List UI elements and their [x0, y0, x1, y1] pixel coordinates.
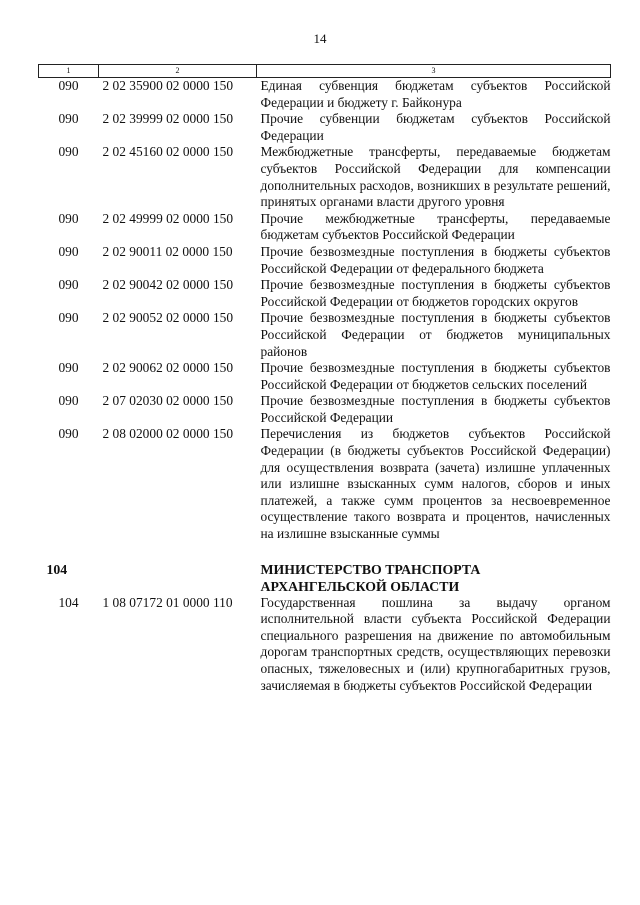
code-description: Прочие субвенции бюджетам субъектов Российской Федерации — [260, 111, 611, 143]
table-row — [39, 393, 611, 426]
admin-code: 090 — [58, 144, 79, 160]
code-description: Прочие безвозмездные поступления в бюджеты субъектов Российской Федерации от федерального бюджета — [260, 243, 611, 276]
table-row — [39, 244, 611, 277]
code-description: Прочие межбюджетные трансферты, передаваемые бюджетам субъектов Российской Федерации — [260, 210, 611, 243]
table-row — [39, 426, 611, 542]
admin-code: 090 — [58, 78, 79, 93]
budget-code: 2 02 90011 02 0000 150 — [102, 243, 233, 259]
code-description: Прочие безвозмездные поступления в бюджеты субъектов Российской Федерации от бюджетов городских округов — [260, 277, 611, 309]
admin-code: 104 — [58, 594, 79, 610]
header-col-3: 3 — [257, 65, 611, 78]
table-row — [39, 144, 611, 210]
section-title — [257, 561, 611, 595]
code-description: Межбюджетные трансферты, передаваемые бюджетам субъектов Российской Федерации для компенсации дополнительных расходов, возникших в результате решений, принятых органами власти другого уровня — [260, 144, 611, 210]
code-description: Перечисления из бюджетов субъектов Российской Федерации (в бюджеты субъектов Российской Федерации) для осуществления возврата (зачета) излишне уплаченных или излишне взысканных сумм налогов, сборов и иных платежей, а также сумм процентов за несвоевременное осуществление такого возврата и процентов, начисленных на излишне взысканные суммы — [260, 426, 611, 542]
table-body — [39, 78, 611, 695]
table-row — [39, 78, 611, 112]
admin-code: 090 — [58, 426, 79, 442]
header-col-1: 1 — [39, 65, 99, 78]
budget-code: 2 08 02000 02 0000 150 — [102, 426, 234, 442]
code-description: Прочие безвозмездные поступления в бюджеты субъектов Российской Федерации — [260, 393, 611, 425]
table-header — [39, 65, 611, 78]
budget-code: 2 02 45160 02 0000 150 — [102, 144, 234, 160]
table-row — [39, 310, 611, 360]
section-heading-row — [39, 561, 611, 595]
budget-codes-table — [38, 64, 611, 694]
code-description: Единая субвенция бюджетам субъектов Российской Федерации и бюджету г. Байконура — [260, 78, 611, 110]
budget-code: 2 02 35900 02 0000 150 — [102, 78, 234, 93]
table-row — [39, 111, 611, 144]
budget-code: 2 07 02030 02 0000 150 — [102, 393, 234, 409]
budget-code: 2 02 90042 02 0000 150 — [102, 277, 234, 293]
section-spacer — [39, 543, 611, 561]
admin-code: 090 — [58, 243, 79, 259]
section-admin-code: 104 — [46, 561, 68, 577]
admin-code: 090 — [58, 310, 79, 326]
section-title-line-1: МИНИСТЕРСТВО ТРАНСПОРТА — [260, 561, 481, 577]
budget-code: 1 08 07172 01 0000 110 — [102, 594, 233, 610]
table-row — [39, 277, 611, 310]
budget-code: 2 02 90062 02 0000 150 — [102, 360, 234, 376]
admin-code: 090 — [58, 210, 79, 226]
header-row — [39, 65, 611, 78]
admin-code: 090 — [58, 360, 79, 376]
table-row — [39, 360, 611, 393]
admin-code: 090 — [58, 393, 79, 409]
table-row — [39, 595, 611, 695]
budget-code: 2 02 49999 02 0000 150 — [102, 210, 234, 226]
admin-code: 090 — [58, 277, 79, 293]
budget-code: 2 02 90052 02 0000 150 — [102, 310, 234, 326]
code-description: Прочие безвозмездные поступления в бюджеты субъектов Российской Федерации от бюджетов муниципальных районов — [260, 310, 611, 359]
page-number: 14 — [313, 31, 327, 46]
code-description: Государственная пошлина за выдачу органом исполнительной власти субъекта Российской Федерации специального разрешения на движение по автомобильным дорогам транспортных средств, осуществляющих перевозки опасных, тяжеловесных и (или) крупногабаритных грузов, зачисляемая в бюджеты субъектов Российской Федерации — [260, 594, 611, 693]
section-title-line-2: АРХАНГЕЛЬСКОЙ ОБЛАСТИ — [260, 578, 460, 594]
code-description: Прочие безвозмездные поступления в бюджеты субъектов Российской Федерации от бюджетов сельских поселений — [260, 360, 611, 392]
header-col-2: 2 — [99, 65, 257, 78]
table-row — [39, 211, 611, 244]
admin-code: 090 — [58, 111, 79, 127]
budget-code: 2 02 39999 02 0000 150 — [102, 111, 234, 127]
